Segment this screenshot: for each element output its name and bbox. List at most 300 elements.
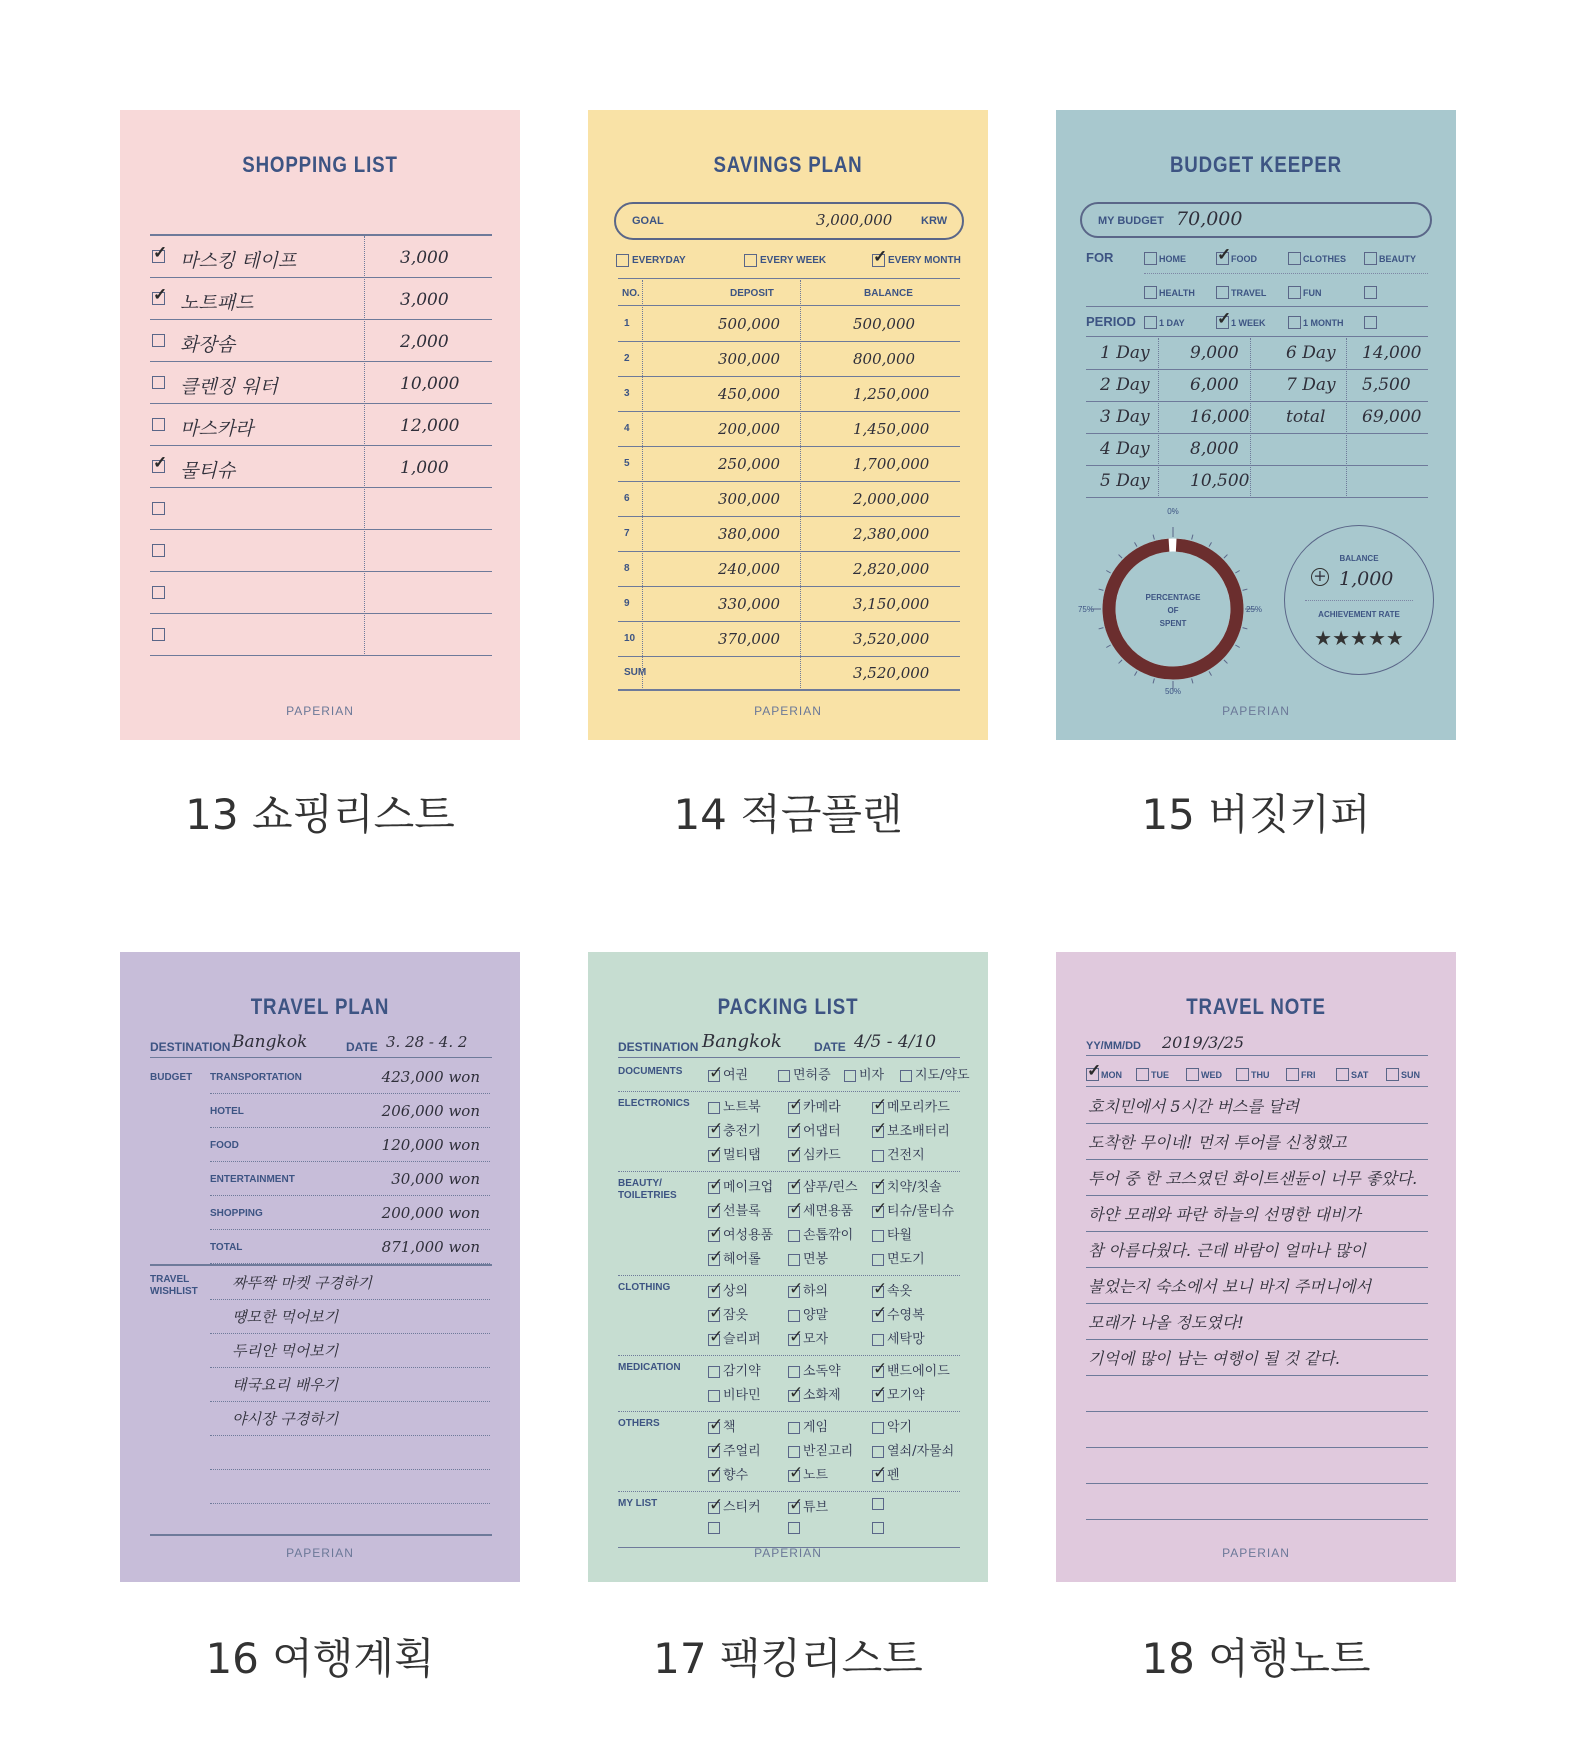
packing-item[interactable] <box>788 1224 853 1243</box>
gauge-tick <box>1119 660 1123 664</box>
cell: 14,000 <box>1362 343 1422 363</box>
packing-item[interactable] <box>788 1384 841 1403</box>
checkbox[interactable] <box>900 1070 912 1082</box>
gauge-tick <box>1119 555 1123 559</box>
checkbox[interactable] <box>152 586 165 599</box>
weekday-label: FRI <box>1301 1069 1316 1080</box>
checkbox[interactable] <box>872 1206 884 1218</box>
weekday-option[interactable] <box>1236 1066 1270 1084</box>
category-option[interactable] <box>1216 250 1257 268</box>
period-option[interactable] <box>1288 314 1344 332</box>
checkbox[interactable] <box>1086 1068 1099 1081</box>
caption-travel-plan: 16 여행계획 <box>205 1634 435 1683</box>
cell: 9,000 <box>1190 343 1239 363</box>
packing-item[interactable] <box>872 1496 887 1511</box>
packing-item[interactable] <box>872 1200 954 1219</box>
packing-item-label: 노트 <box>803 1468 829 1483</box>
section-label: MEDICATION <box>618 1362 681 1373</box>
date-label: YY/MM/DD <box>1086 1040 1141 1052</box>
checkbox[interactable] <box>872 1286 884 1298</box>
packing-item[interactable] <box>708 1120 761 1139</box>
packing-item[interactable] <box>872 1304 925 1323</box>
checkbox[interactable] <box>788 1102 800 1114</box>
checkbox[interactable] <box>708 1286 720 1298</box>
gauge-center-line: OF <box>1167 606 1179 615</box>
packing-item-label: 책 <box>723 1420 736 1435</box>
table-row <box>1086 402 1428 434</box>
checkbox[interactable] <box>872 1390 884 1402</box>
destination-label: DESTINATION <box>618 1040 699 1054</box>
checkbox[interactable] <box>872 1366 884 1378</box>
packing-item[interactable] <box>788 1416 828 1435</box>
packing-item-label: 튜브 <box>803 1500 829 1515</box>
gauge-label-right: 25% <box>1245 605 1263 614</box>
cell: 2 Day <box>1100 375 1150 395</box>
caption-budget-keeper: 15 버짓키퍼 <box>1141 790 1371 839</box>
item-price: 12,000 <box>400 416 460 436</box>
packing-item[interactable] <box>788 1440 853 1459</box>
checkbox[interactable] <box>1386 1068 1399 1081</box>
weekday-label: SUN <box>1401 1069 1421 1080</box>
packing-item[interactable] <box>708 1440 761 1459</box>
packing-item-label: 양말 <box>803 1308 829 1323</box>
cell: 6 Day <box>1286 343 1336 363</box>
gauge-center-line: SPENT <box>1159 619 1187 628</box>
header-balance: BALANCE <box>864 288 913 299</box>
checkbox[interactable] <box>1364 252 1377 265</box>
checkbox[interactable] <box>1186 1068 1199 1081</box>
budget-category: ENTERTAINMENT <box>210 1174 295 1185</box>
wishlist-item <box>210 1470 490 1504</box>
packing-item[interactable] <box>778 1064 831 1083</box>
checkbox[interactable] <box>872 1102 884 1114</box>
checkbox[interactable] <box>844 1070 856 1082</box>
wishlist-item <box>210 1334 490 1368</box>
checkbox[interactable] <box>708 1126 720 1138</box>
note-line <box>1086 1124 1428 1160</box>
checkbox[interactable] <box>1144 316 1157 329</box>
checkbox[interactable] <box>788 1230 800 1242</box>
note-line <box>1086 1160 1428 1196</box>
weekday-option[interactable] <box>1336 1066 1368 1084</box>
frequency-option[interactable] <box>744 252 826 270</box>
gauge-tick <box>1192 679 1193 684</box>
gauge-tick <box>1209 542 1212 546</box>
checkbox[interactable] <box>708 1182 720 1194</box>
checkbox[interactable] <box>1364 316 1377 329</box>
wishlist-item <box>210 1402 490 1436</box>
option-label: FOOD <box>1231 253 1257 264</box>
packing-item[interactable] <box>788 1280 828 1299</box>
note-text: 하얀 모래와 파란 하늘의 선명한 대비가 <box>1088 1205 1361 1224</box>
category-option[interactable] <box>1364 250 1416 268</box>
gauge-label-left: 75% <box>1077 605 1095 614</box>
packing-item[interactable] <box>788 1520 803 1535</box>
checkbox[interactable] <box>152 376 165 389</box>
checkbox[interactable] <box>788 1422 800 1434</box>
packing-item-label: 소독약 <box>803 1364 841 1379</box>
category-option[interactable] <box>1216 284 1266 302</box>
category-option[interactable] <box>1144 284 1195 302</box>
cell: total <box>1286 407 1326 427</box>
packing-item[interactable] <box>708 1064 748 1083</box>
period-option[interactable] <box>1216 314 1266 332</box>
packing-section <box>618 1412 960 1492</box>
packing-item-label: 건전지 <box>887 1148 925 1163</box>
note-line <box>1086 1412 1428 1448</box>
packing-item[interactable] <box>872 1464 900 1483</box>
packing-item[interactable] <box>872 1328 925 1347</box>
checkbox[interactable] <box>1216 252 1229 265</box>
packing-item[interactable] <box>708 1496 761 1515</box>
budget-row <box>210 1094 490 1128</box>
checkbox[interactable] <box>708 1446 720 1458</box>
card-title: SAVINGS PLAN <box>713 152 863 177</box>
period-option[interactable] <box>1364 314 1379 332</box>
checkbox[interactable] <box>788 1286 800 1298</box>
gauge-tick <box>1135 542 1138 546</box>
checkbox[interactable] <box>152 544 165 557</box>
wishlist-item <box>210 1368 490 1402</box>
packing-item[interactable] <box>788 1464 828 1483</box>
checkbox[interactable] <box>872 1522 884 1534</box>
packing-item[interactable] <box>872 1416 912 1435</box>
packing-item-label: 심카드 <box>803 1148 841 1163</box>
note-text: 참 아름다웠다. 근데 바람이 얼마나 많이 <box>1088 1241 1366 1260</box>
checkbox[interactable] <box>872 1182 884 1194</box>
packing-item-label: 티슈/물티슈 <box>887 1204 955 1219</box>
weekday-label: TUE <box>1151 1069 1169 1080</box>
checkbox[interactable] <box>1144 252 1157 265</box>
packing-item[interactable] <box>872 1096 950 1115</box>
packing-item[interactable] <box>788 1248 828 1267</box>
item-price: 10,000 <box>400 374 460 394</box>
checkbox[interactable] <box>788 1126 800 1138</box>
packing-item-label: 지도/약도 <box>915 1068 970 1083</box>
option-label: FUN <box>1303 287 1322 298</box>
checkbox[interactable] <box>1216 316 1229 329</box>
checkbox[interactable] <box>788 1206 800 1218</box>
budget-row <box>210 1162 490 1196</box>
checkbox[interactable] <box>1336 1068 1349 1081</box>
checkbox[interactable] <box>1286 1068 1299 1081</box>
checkbox[interactable] <box>872 254 885 267</box>
packing-item[interactable] <box>708 1280 748 1299</box>
note-text: 모래가 나올 정도였다! <box>1088 1313 1244 1332</box>
packing-item[interactable] <box>872 1440 954 1459</box>
list-item <box>150 614 492 656</box>
packing-item[interactable] <box>708 1464 748 1483</box>
column-divider <box>364 236 365 656</box>
packing-item[interactable] <box>872 1520 887 1535</box>
checkbox[interactable] <box>152 292 165 305</box>
note-text: 기억에 많이 남는 여행이 될 것 같다. <box>1088 1349 1340 1368</box>
checkbox[interactable] <box>1136 1068 1149 1081</box>
checkbox[interactable] <box>708 1366 720 1378</box>
checkbox[interactable] <box>788 1334 800 1346</box>
cell: 7 Day <box>1286 375 1336 395</box>
weekday-option[interactable] <box>1186 1066 1222 1084</box>
deposit-value: 450,000 <box>718 385 781 403</box>
checkbox[interactable] <box>778 1070 790 1082</box>
achievement-label: ACHIEVEMENT RATE <box>1318 610 1400 619</box>
checkbox[interactable] <box>1288 286 1301 299</box>
packing-item[interactable] <box>900 1064 970 1083</box>
packing-item[interactable] <box>872 1176 942 1195</box>
checkbox[interactable] <box>708 1150 720 1162</box>
packing-item-label: 세면용품 <box>803 1204 854 1219</box>
category-option[interactable] <box>1288 250 1346 268</box>
packing-item[interactable] <box>708 1360 761 1379</box>
packing-item[interactable] <box>708 1096 761 1115</box>
option-label: EVERYDAY <box>632 255 686 267</box>
checkbox[interactable] <box>152 418 165 431</box>
packing-item-label: 치약/칫솔 <box>887 1180 942 1195</box>
table-row <box>1086 466 1428 498</box>
weekday-label: THU <box>1251 1069 1270 1080</box>
checkbox[interactable] <box>788 1366 800 1378</box>
gauge-tick <box>1106 645 1110 648</box>
card-title: PACKING LIST <box>717 994 859 1019</box>
option-label: EVERY WEEK <box>760 255 827 267</box>
note-text: 호치민에서 5시간 버스를 달려 <box>1088 1097 1299 1116</box>
packing-item[interactable] <box>788 1096 841 1115</box>
packing-section <box>618 1092 960 1172</box>
gauge-label-top: 0% <box>1167 507 1179 516</box>
wishlist-item <box>210 1266 490 1300</box>
item-name: 노트패드 <box>180 292 254 314</box>
gauge-tick <box>1099 589 1104 590</box>
travel-note-card <box>1056 952 1456 1582</box>
packing-item-label: 하의 <box>803 1284 829 1299</box>
weekday-label: WED <box>1201 1069 1222 1080</box>
checkbox[interactable] <box>788 1470 800 1482</box>
list-item <box>150 320 492 362</box>
packing-item-label: 샴푸/린스 <box>803 1180 858 1195</box>
cell: 1 Day <box>1100 343 1150 363</box>
brand-label: PAPERIAN <box>754 1546 822 1560</box>
shopping-list-card <box>120 110 520 740</box>
note-line <box>1086 1376 1428 1412</box>
category-option[interactable] <box>1364 284 1379 302</box>
checkbox[interactable] <box>616 254 629 267</box>
packing-item[interactable] <box>788 1200 853 1219</box>
divider <box>150 1534 492 1536</box>
checkbox[interactable] <box>788 1446 800 1458</box>
weekday-option[interactable] <box>1286 1066 1316 1084</box>
checkbox[interactable] <box>872 1422 884 1434</box>
section-label: MY LIST <box>618 1498 658 1509</box>
weekday-option[interactable] <box>1086 1066 1122 1084</box>
checkbox[interactable] <box>708 1502 720 1514</box>
gauge-tick <box>1235 571 1239 574</box>
frequency-option[interactable] <box>872 252 961 270</box>
note-line <box>1086 1232 1428 1268</box>
destination-label: DESTINATION <box>150 1040 231 1054</box>
packing-item-label: 수영복 <box>887 1308 925 1323</box>
option-label: BEAUTY <box>1379 253 1417 264</box>
budget-category: TOTAL <box>210 1242 243 1253</box>
packing-item[interactable] <box>708 1416 736 1435</box>
checkbox[interactable] <box>872 1446 884 1458</box>
packing-item[interactable] <box>788 1304 828 1323</box>
checkbox[interactable] <box>708 1102 720 1114</box>
achievement-stars: ★★★★★ <box>1314 626 1404 650</box>
checkbox[interactable] <box>708 1422 720 1434</box>
checkbox[interactable] <box>1288 252 1301 265</box>
cell: 10,500 <box>1190 471 1250 491</box>
packing-item-label: 노트북 <box>723 1100 761 1115</box>
packing-item[interactable] <box>844 1064 884 1083</box>
packing-item[interactable] <box>708 1520 723 1535</box>
category-option[interactable] <box>1144 250 1186 268</box>
checkbox[interactable] <box>152 628 165 641</box>
gauge-tick <box>1243 628 1248 629</box>
deposit-value: 200,000 <box>718 420 781 438</box>
gauge-tick <box>1209 671 1212 675</box>
checkbox[interactable] <box>708 1310 720 1322</box>
checkbox[interactable] <box>744 254 757 267</box>
packing-item[interactable] <box>708 1248 761 1267</box>
packing-item[interactable] <box>708 1328 761 1347</box>
weekday-option[interactable] <box>1136 1066 1169 1084</box>
packing-item[interactable] <box>708 1176 773 1195</box>
for-label: FOR <box>1086 250 1114 265</box>
checkbox[interactable] <box>872 1126 884 1138</box>
packing-item[interactable] <box>872 1120 950 1139</box>
checkbox[interactable] <box>788 1310 800 1322</box>
packing-item[interactable] <box>788 1176 858 1195</box>
checkbox[interactable] <box>872 1334 884 1346</box>
packing-section <box>618 1172 960 1276</box>
checkbox[interactable] <box>708 1334 720 1346</box>
option-label: HOME <box>1159 253 1186 264</box>
checkbox[interactable] <box>788 1502 800 1514</box>
category-option[interactable] <box>1288 284 1322 302</box>
checkbox[interactable] <box>788 1522 800 1534</box>
balance-label: BALANCE <box>1339 554 1379 563</box>
divider <box>1086 306 1428 307</box>
checkbox[interactable] <box>872 1254 884 1266</box>
checkbox[interactable] <box>1144 286 1157 299</box>
packing-item[interactable] <box>872 1360 950 1379</box>
packing-item[interactable] <box>708 1224 773 1243</box>
checkbox[interactable] <box>152 250 165 263</box>
budget-row <box>210 1128 490 1162</box>
note-line <box>1086 1340 1428 1376</box>
checkbox[interactable] <box>872 1230 884 1242</box>
packing-item-label: 비자 <box>859 1068 885 1083</box>
budget-category: TRANSPORTATION <box>210 1072 302 1083</box>
packing-item[interactable] <box>708 1200 761 1219</box>
checkbox[interactable] <box>1288 316 1301 329</box>
budget-keeper-card <box>1056 110 1456 740</box>
checkbox[interactable] <box>788 1150 800 1162</box>
packing-item[interactable] <box>872 1224 912 1243</box>
packing-item[interactable] <box>708 1304 748 1323</box>
checkbox[interactable] <box>788 1390 800 1402</box>
packing-item[interactable] <box>788 1496 828 1515</box>
gauge-tick <box>1224 555 1228 559</box>
item-name: 마스킹 테이프 <box>180 250 297 272</box>
packing-item-label: 스티커 <box>723 1500 761 1515</box>
for-options <box>1144 246 1434 306</box>
packing-item[interactable] <box>708 1384 761 1403</box>
checkbox[interactable] <box>788 1254 800 1266</box>
wishlist-text: 떙모한 먹어보기 <box>232 1308 339 1326</box>
deposit-value: 500,000 <box>718 315 781 333</box>
wishlist-label: WISHLIST <box>150 1286 198 1297</box>
checkbox[interactable] <box>708 1390 720 1402</box>
packing-item-label: 카메라 <box>803 1100 841 1115</box>
packing-item[interactable] <box>872 1280 912 1299</box>
budget-label: BUDGET <box>150 1072 193 1083</box>
gauge-tick <box>1192 535 1193 540</box>
checkbox[interactable] <box>1236 1068 1249 1081</box>
savings-plan-card <box>588 110 988 740</box>
packing-item[interactable] <box>788 1328 828 1347</box>
checkbox[interactable] <box>872 1310 884 1322</box>
packing-item[interactable] <box>708 1144 761 1163</box>
packing-item-label: 충전기 <box>723 1124 761 1139</box>
packing-item[interactable] <box>872 1144 925 1163</box>
packing-item[interactable] <box>788 1360 841 1379</box>
cell: 3 Day <box>1100 407 1150 427</box>
checkbox[interactable] <box>152 460 165 473</box>
checkbox[interactable] <box>1216 286 1229 299</box>
checkbox[interactable] <box>872 1150 884 1162</box>
date-value: 4/5 - 4/10 <box>854 1032 937 1052</box>
checkbox[interactable] <box>788 1182 800 1194</box>
packing-item[interactable] <box>872 1248 925 1267</box>
frequency-option[interactable] <box>616 252 686 270</box>
packing-item-label: 속옷 <box>887 1284 913 1299</box>
checkbox[interactable] <box>152 502 165 515</box>
wishlist-item <box>210 1300 490 1334</box>
option-label: TRAVEL <box>1231 287 1267 298</box>
brand-label: PAPERIAN <box>286 1546 354 1560</box>
packing-item-label: 감기약 <box>723 1364 761 1379</box>
period-option[interactable] <box>1144 314 1185 332</box>
checkbox[interactable] <box>872 1470 884 1482</box>
checkbox[interactable] <box>1364 286 1377 299</box>
checkbox[interactable] <box>708 1522 720 1534</box>
checkbox[interactable] <box>708 1230 720 1242</box>
gauge-tick <box>1235 645 1239 648</box>
balance-value: 2,380,000 <box>853 525 930 543</box>
packing-item[interactable] <box>788 1144 841 1163</box>
checkbox[interactable] <box>708 1254 720 1266</box>
weekday-option[interactable] <box>1386 1066 1420 1084</box>
note-line <box>1086 1448 1428 1484</box>
checkbox[interactable] <box>872 1498 884 1510</box>
row-number: 5 <box>624 458 630 469</box>
packing-item-label: 보조배터리 <box>887 1124 950 1139</box>
table-row <box>618 447 960 482</box>
checkbox[interactable] <box>152 334 165 347</box>
packing-item[interactable] <box>788 1120 841 1139</box>
period-options <box>1144 310 1434 336</box>
card-title: TRAVEL PLAN <box>250 994 390 1019</box>
packing-item-label: 비타민 <box>723 1388 761 1403</box>
packing-item[interactable] <box>872 1384 925 1403</box>
table-row <box>618 482 960 517</box>
checkbox[interactable] <box>708 1206 720 1218</box>
list-item <box>150 488 492 530</box>
checkbox[interactable] <box>708 1070 720 1082</box>
row-number: 3 <box>624 388 630 399</box>
checkbox[interactable] <box>708 1470 720 1482</box>
